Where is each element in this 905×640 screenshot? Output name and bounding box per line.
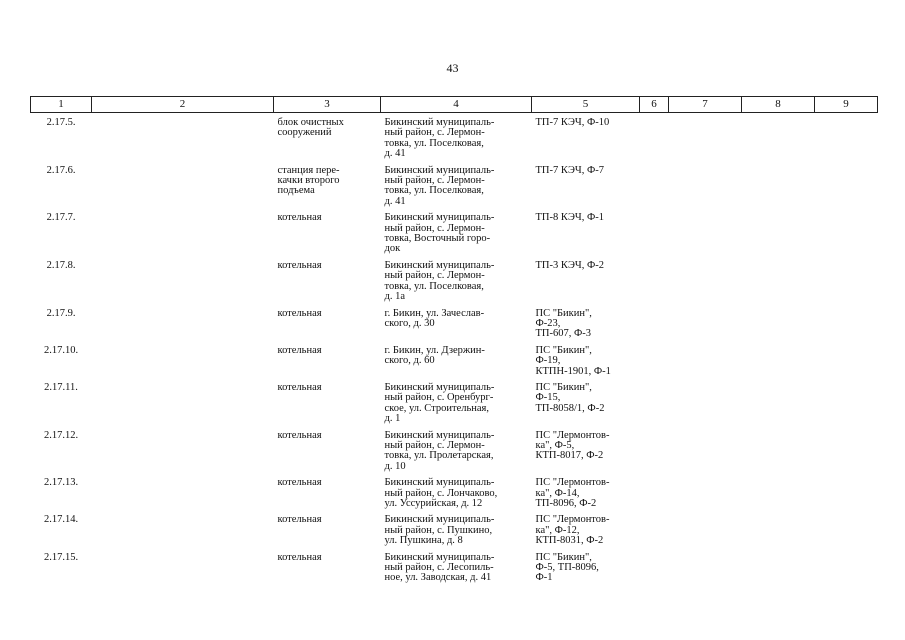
page-number: 43 — [446, 61, 459, 75]
address-cell: Бикинский муниципаль- ный район, с. Лермон- товка, ул. Поселковая, д. 41 — [384, 164, 495, 207]
table-row — [31, 166, 878, 214]
empty-cell — [742, 213, 815, 261]
address-cell: Бикинский муниципаль- ный район, с. Оренбург- ское, ул. Строительная, д. 1 — [384, 381, 495, 425]
empty-cell — [815, 213, 878, 261]
empty-cell — [92, 383, 274, 431]
empty-cell — [815, 478, 878, 515]
object-name-cell: котельная — [277, 381, 322, 393]
power-source-cell: ПС "Бикин", Ф-23, ТП-607, Ф-3 — [535, 307, 592, 340]
row-number-cell: 2.17.6. — [46, 164, 76, 176]
row-number-cell: 2.17.12. — [43, 429, 79, 441]
address-cell: Бикинский муниципаль- ный район, с. Лермон- товка, ул. Пролетарская, д. 10 — [384, 429, 495, 472]
header-cell-4: 4 — [381, 97, 532, 113]
empty-cell — [640, 261, 669, 309]
object-name-cell: котельная — [277, 551, 322, 563]
empty-cell — [669, 346, 742, 383]
empty-cell — [92, 309, 274, 346]
power-source-cell: ПС "Лермонтов- ка", Ф-14, ТП-8096, Ф-2 — [535, 477, 610, 509]
power-source-cell: ТП-8 КЭЧ, Ф-1 — [535, 212, 605, 224]
empty-cell — [669, 553, 742, 590]
empty-cell — [742, 478, 815, 515]
empty-cell — [742, 431, 815, 479]
address-cell: г. Бикин, ул. Дзержин- ского, д. 60 — [384, 344, 485, 367]
address-cell: Бикинский муниципаль- ный район, с. Пушкино, ул. Пушкина, д. 8 — [384, 514, 495, 547]
header-cell-9: 9 — [815, 97, 878, 113]
power-source-cell: ПС "Бикин", Ф-15, ТП-8058/1, Ф-2 — [535, 381, 605, 414]
power-source-cell: ТП-7 КЭЧ, Ф-7 — [535, 164, 605, 176]
empty-cell — [815, 261, 878, 309]
address-cell: Бикинский муниципаль- ный район, с. Лермон- товка, Восточный горо- док — [384, 212, 495, 255]
empty-cell — [92, 166, 274, 214]
object-name-cell: котельная — [277, 429, 322, 441]
empty-cell — [640, 431, 669, 479]
row-number-cell: 2.17.5. — [46, 117, 76, 128]
object-name-cell: котельная — [277, 514, 322, 526]
empty-cell — [815, 515, 878, 552]
empty-cell — [669, 261, 742, 309]
address-cell: г. Бикин, ул. Зачеслав- ского, д. 30 — [384, 307, 485, 329]
empty-cell — [742, 383, 815, 431]
address-cell: Бикинский муниципаль- ный район, с. Лончаково, ул. Уссурийская, д. 12 — [384, 477, 498, 509]
empty-cell — [669, 166, 742, 214]
object-name-cell: котельная — [277, 477, 322, 489]
empty-cell — [742, 113, 815, 166]
empty-cell — [669, 213, 742, 261]
row-number-cell: 2.17.9. — [46, 307, 76, 319]
object-name-cell: станция пере- качки второго подъема — [277, 164, 340, 197]
address-cell: Бикинский муниципаль- ный район, с. Лесопиль- ное, ул. Заводская, д. 41 — [384, 551, 495, 584]
header-cell-8: 8 — [742, 97, 815, 113]
empty-cell — [669, 383, 742, 431]
power-source-cell: ПС "Лермонтов- ка", Ф-12, КТП-8031, Ф-2 — [535, 514, 610, 547]
row-number-cell: 2.17.14. — [43, 514, 79, 526]
table-row — [31, 383, 878, 431]
empty-cell — [640, 166, 669, 214]
empty-cell — [640, 478, 669, 515]
empty-cell — [815, 431, 878, 479]
row-number-cell: 2.17.11. — [44, 381, 78, 393]
empty-cell — [669, 478, 742, 515]
empty-cell — [742, 261, 815, 309]
empty-cell — [92, 113, 274, 166]
empty-cell — [669, 113, 742, 166]
empty-cell — [92, 515, 274, 552]
power-source-cell: ПС "Бикин", Ф-5, ТП-8096, Ф-1 — [535, 551, 599, 584]
empty-cell — [640, 309, 669, 346]
empty-cell — [815, 346, 878, 383]
row-number-cell: 2.17.7. — [46, 212, 76, 224]
empty-cell — [640, 213, 669, 261]
empty-cell — [815, 113, 878, 166]
power-source-cell: ПС "Лермонтов- ка", Ф-5, КТП-8017, Ф-2 — [535, 429, 610, 462]
object-name-cell: котельная — [277, 307, 322, 319]
empty-cell — [640, 346, 669, 383]
row-number-cell: 2.17.13. — [43, 477, 79, 489]
table-row — [31, 478, 878, 515]
table-body — [31, 113, 878, 590]
header-cell-2: 2 — [92, 97, 274, 113]
empty-cell — [742, 309, 815, 346]
empty-cell — [640, 515, 669, 552]
address-cell: Бикинский муниципаль- ный район, с. Лермон- товка, ул. Поселковая, д. 1а — [384, 259, 495, 303]
empty-cell — [815, 553, 878, 590]
empty-cell — [92, 261, 274, 309]
power-source-cell: ТП-3 КЭЧ, Ф-2 — [535, 259, 605, 271]
table-row — [31, 515, 878, 552]
header-cell-5: 5 — [532, 97, 640, 113]
empty-cell — [742, 553, 815, 590]
table-row — [31, 113, 878, 166]
power-source-cell: ПС "Бикин", Ф-19, КТПН-1901, Ф-1 — [535, 344, 611, 377]
object-name-cell: котельная — [277, 344, 322, 356]
object-name-cell: котельная — [277, 212, 322, 224]
empty-cell — [742, 515, 815, 552]
row-number-cell: 2.17.15. — [43, 551, 79, 563]
header-cell-3: 3 — [274, 97, 381, 113]
empty-cell — [669, 309, 742, 346]
table-row — [31, 431, 878, 479]
empty-cell — [669, 515, 742, 552]
header-cell-6: 6 — [640, 97, 669, 113]
table-header — [31, 97, 878, 113]
empty-cell — [640, 383, 669, 431]
document-table — [30, 96, 878, 590]
header-cell-1: 1 — [31, 97, 92, 113]
empty-cell — [92, 478, 274, 515]
header-row — [31, 97, 878, 113]
table-row — [31, 309, 878, 346]
empty-cell — [92, 431, 274, 479]
power-source-cell: ТП-7 КЭЧ, Ф-10 — [535, 117, 610, 128]
object-name-cell: котельная — [277, 259, 322, 271]
empty-cell — [815, 309, 878, 346]
empty-cell — [815, 383, 878, 431]
empty-cell — [669, 431, 742, 479]
empty-cell — [815, 166, 878, 214]
header-cell-7: 7 — [669, 97, 742, 113]
empty-cell — [640, 553, 669, 590]
empty-cell — [742, 166, 815, 214]
empty-cell — [640, 113, 669, 166]
table-row — [31, 261, 878, 309]
object-name-cell: блок очистных сооружений — [277, 117, 344, 139]
empty-cell — [92, 553, 274, 590]
table-row — [31, 213, 878, 261]
table-row — [31, 346, 878, 383]
table-row — [31, 553, 878, 590]
address-cell: Бикинский муниципаль- ный район, с. Лермон- товка, ул. Поселковая, д. 41 — [384, 117, 495, 160]
empty-cell — [92, 213, 274, 261]
row-number-cell: 2.17.10. — [43, 344, 79, 356]
empty-cell — [92, 346, 274, 383]
row-number-cell: 2.17.8. — [46, 259, 76, 271]
empty-cell — [742, 346, 815, 383]
